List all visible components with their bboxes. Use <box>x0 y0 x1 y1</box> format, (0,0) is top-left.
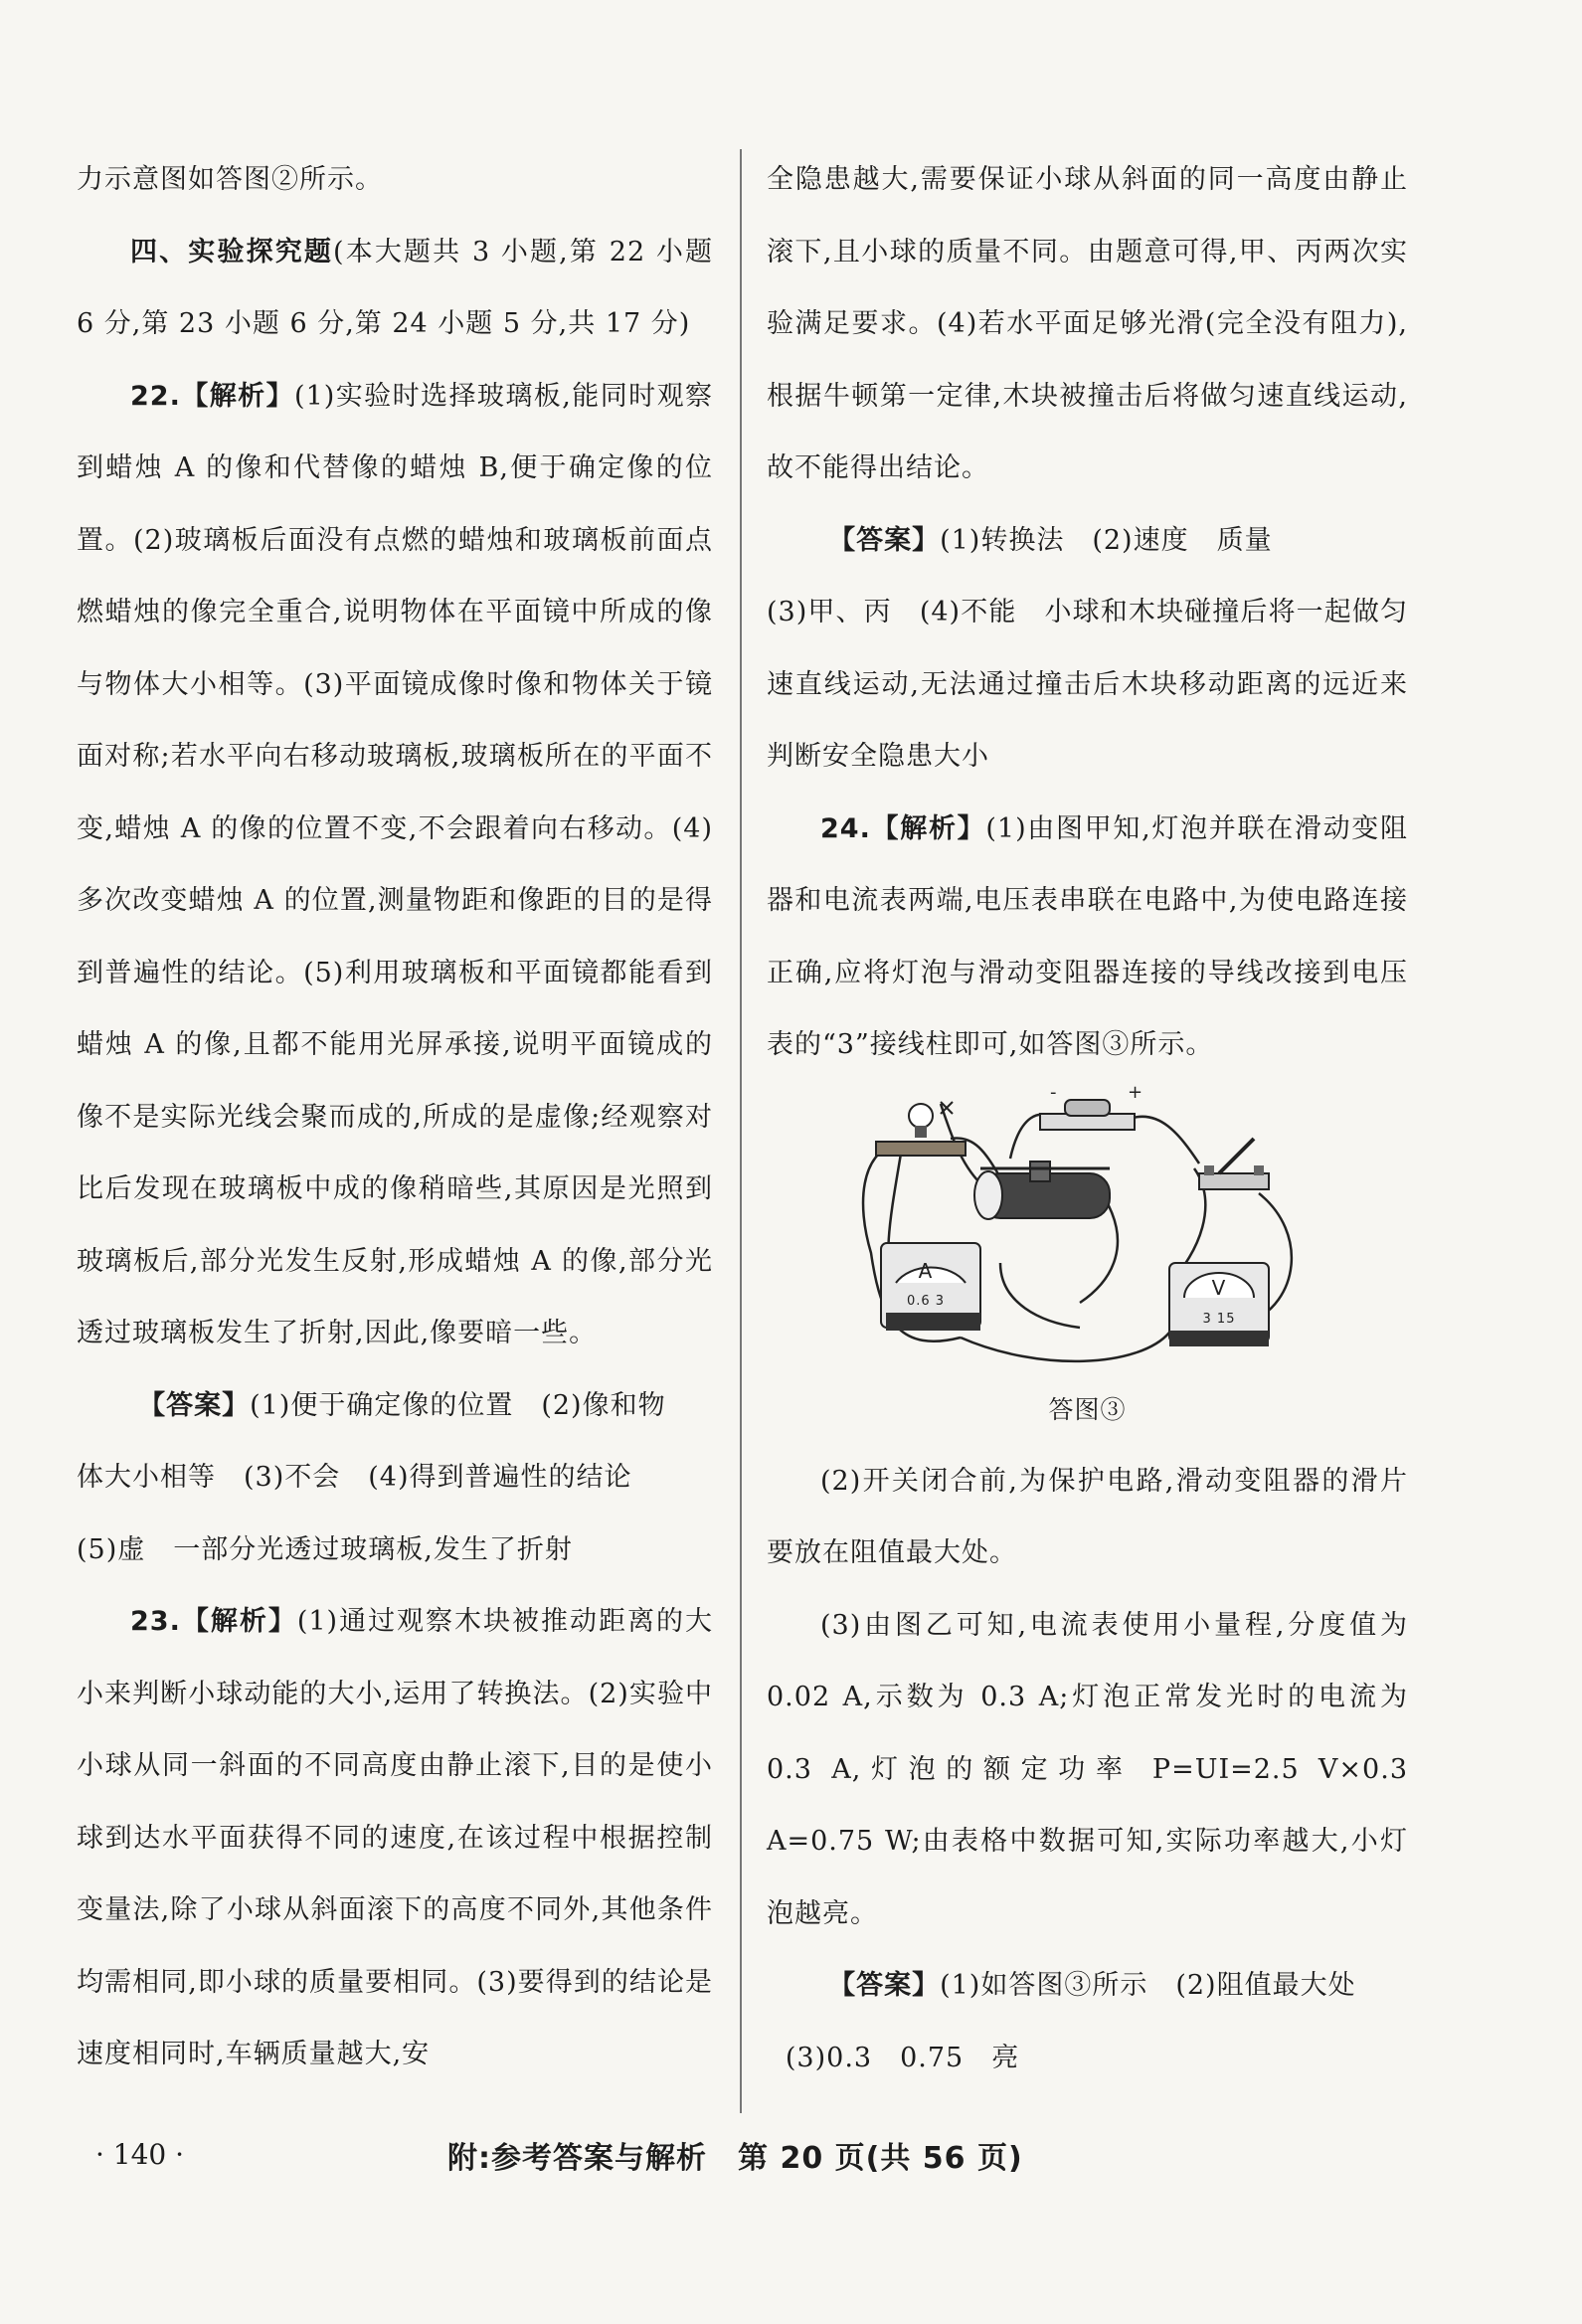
q22-analysis-tag: 【解析】 <box>180 380 295 412</box>
q22-answer-line2: 体大小相等 (3)不会 (4)得到普遍性的结论 <box>77 1462 632 1493</box>
q22-answer-text1: (1)便于确定像的位置 (2)像和物 <box>250 1389 666 1421</box>
q24-answer-tag: 【答案】 <box>828 1970 941 2001</box>
ammeter <box>881 1243 980 1331</box>
q24-analysis-3: (3)由图乙可知,电流表使用小量程,分度值为 0.02 A,示数为 0.3 A;灯泡正常发光时的电流为 0.3 A,灯泡的额定功率 P=UI=2.5 V×0.3 A=0.75 W;由表格中数据可知,实际功率越大,小灯泡越亮。 <box>767 1609 1408 1929</box>
q23-analysis <box>77 1586 713 2091</box>
q23-answer-tag: 【答案】 <box>828 524 941 556</box>
q24-number: 24. <box>820 812 871 844</box>
footer-title: 附:参考答案与解析 第 20 页(共 56 页) <box>447 2141 1023 2176</box>
q23-number: 23. <box>130 1606 181 1637</box>
q23-answer-line1 <box>767 505 1408 578</box>
q24-analysis-tag: 【解析】 <box>870 812 986 844</box>
page-number: · 140 · <box>95 2138 185 2171</box>
q22-analysis <box>77 361 713 1370</box>
switch <box>1199 1139 1269 1189</box>
left-column <box>77 144 713 2091</box>
q24-answer-line2: (3)0.3 0.75 亮 <box>785 2042 1020 2073</box>
minus-label: - <box>1050 1081 1058 1103</box>
q24-analysis <box>767 794 1408 1082</box>
q23-analysis-continued: 全隐患越大,需要保证小球从斜面的同一高度由静止滚下,且小球的质量不同。由题意可得,甲、丙两次实验满足要求。(4)若水平面足够光滑(完全没有阻力),根据牛顿第一定律,木块被撞击后将做匀速直线运动,故不能得出结论。 <box>767 164 1408 483</box>
column-divider <box>740 149 742 2113</box>
q22-answer-tag: 【答案】 <box>138 1389 251 1421</box>
figure-caption: 答图③ <box>1048 1394 1127 1424</box>
q24-analysis-text: (1)由图甲知,灯泡并联在滑动变阻器和电流表两端,电压表串联在电路中,为使电路连接正确,应将灯泡与滑动变阻器连接的导线改接到电压表的“3”接线柱即可,如答图③所示。 <box>767 812 1409 1060</box>
q23-analysis-text: (1)通过观察木块被推动距离的大小来判断小球动能的大小,运用了转换法。(2)实验中小球从同一斜面的不同高度由静止滚下,目的是使小球到达水平面获得不同的速度,在该过程中根据控制变量法,除了小球从斜面滚下的高度不同外,其他条件均需相同,即小球的质量要相同。(3)要得到的结论是速度相同时,车辆质量越大,安 <box>77 1606 714 2069</box>
q23-answer-text1: (1)转换法 (2)速度 质量 <box>940 524 1273 556</box>
section-description: (本大题共 3 小题,第 22 小题 6 分,第 23 小题 6 分,第 24 小题 5 分,共 17 分) <box>77 236 714 339</box>
q22-analysis-text: (1)实验时选择玻璃板,能同时观察到蜡烛 A 的像和代替像的蜡烛 B,便于确定像的位置。(2)玻璃板后面没有点燃的蜡烛和玻璃板前面点燃蜡烛的像完全重合,说明物体在平面镜中所成的像与物体大小相等。(3)平面镜成像时像和物体关于镜面对称;若水平向右移动玻璃板,玻璃板所在的平面不变,蜡烛 A 的像的位置不变,不会跟着向右移动。(4)多次改变蜡烛 A 的位置,测量物距和像距的目的是得到普遍性的结论。(5)利用玻璃板和平面镜都能看到蜡烛 A 的像,且都不能用光屏承接,说明平面镜成的像不是实际光线会聚而成的,所成的是虚像;经观察对比后发现在玻璃板中成的像稍暗些,其原因是光照到玻璃板后,部分光发生反射,形成蜡烛 A 的像,部分光透过玻璃板发生了折射,因此,像要暗一些。 <box>77 380 714 1348</box>
q22-number: 22. <box>130 380 181 412</box>
circuit-figure <box>767 1081 1408 1382</box>
q24-analysis-2: (2)开关闭合前,为保护电路,滑动变阻器的滑片要放在阻值最大处。 <box>767 1465 1408 1568</box>
voltmeter <box>1169 1263 1269 1346</box>
q22-answer-line3: (5)虚 一部分光透过玻璃板,发生了折射 <box>77 1533 573 1565</box>
circuit-diagram <box>841 1081 1338 1382</box>
q24-answer-line1 <box>767 1950 1408 2023</box>
q23-analysis-tag: 【解析】 <box>180 1606 297 1637</box>
ammeter-scale: 0.6 3 <box>906 1293 946 1309</box>
voltmeter-label: V <box>1211 1275 1227 1300</box>
plus-label: + <box>1128 1081 1144 1103</box>
section-title: 四、实验探究题 <box>130 236 334 268</box>
right-column <box>767 144 1408 2094</box>
ammeter-label: A <box>918 1258 934 1283</box>
continued-text: 力示意图如答图②所示。 <box>77 164 383 195</box>
q22-answer-line1 <box>77 1370 713 1443</box>
q23-answer-line2: (3)甲、丙 (4)不能 小球和木块碰撞后将一起做匀速直线运动,无法通过撞击后木块移动距离的远近来判断安全隐患大小 <box>767 597 1408 772</box>
q24-answer-text1: (1)如答图③所示 (2)阻值最大处 <box>940 1970 1356 2001</box>
section-heading <box>77 217 713 361</box>
bulb-board <box>876 1102 966 1156</box>
voltmeter-scale: 3 15 <box>1202 1311 1236 1327</box>
